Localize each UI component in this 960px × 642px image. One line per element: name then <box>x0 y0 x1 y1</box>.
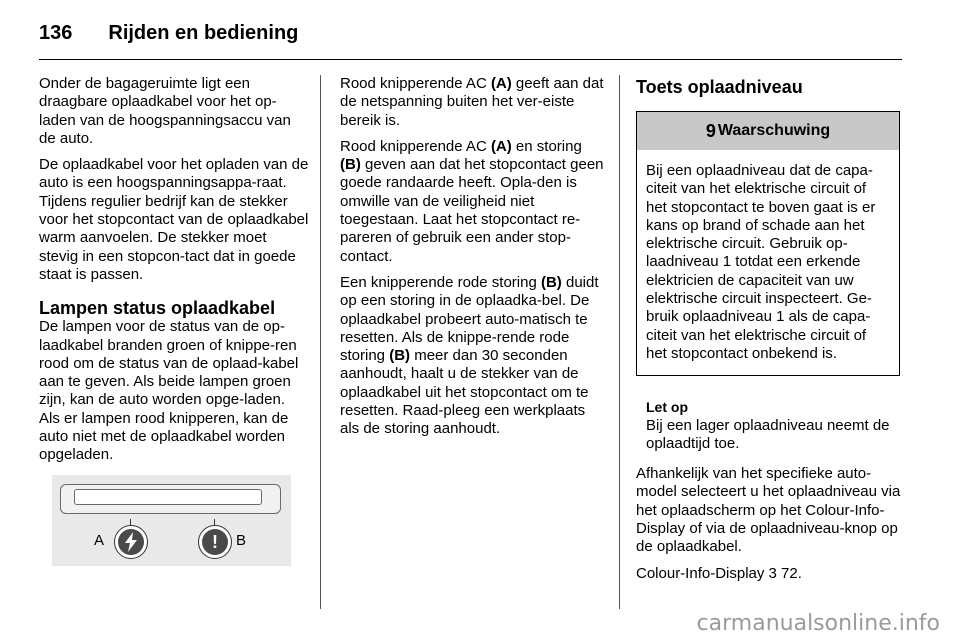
section-heading: Toets oplaadniveau <box>636 77 803 97</box>
warning-text: Bij een oplaadniveau dat de capa-citeit van het elektrische circuit of het stopcontact te boven gaat is er kans op brand of schade aan het elektrische circuit. Gebruik op-laadniveau 1 totdat een erkende elektricien de capaciteit van uw elektrische circuit inspecteert. Ge-bruik oplaadniveau 1 als de capa-citeit van het elektrische circuit of het stopcontact onbekend is. <box>646 162 876 362</box>
page-ref-symbol: 3 <box>768 564 777 582</box>
section-heading: Lampen status oplaadkabel <box>39 298 276 319</box>
paragraph: De lampen voor de status van de op-laadkabel branden groen of knippe-ren rood om de status van de oplaad-kabel aan te geven. Als beide lampen groen zijn, kan de auto worden opge-laden. Als er lampen rood knipperen, kan de auto niet met de oplaadkabel worden opgeladen. <box>39 318 299 464</box>
watermark: carmanualsonline.info <box>696 611 940 636</box>
lightning-icon <box>123 532 139 552</box>
warning-box <box>636 111 900 376</box>
exclamation-icon: ! <box>212 531 218 552</box>
display-window <box>74 489 262 505</box>
note-text: Bij een lager oplaadniveau neemt de oplaadtijd toe. <box>646 416 890 452</box>
warning-header <box>637 112 899 150</box>
paragraph: Colour-Info-Display 3 72. <box>636 564 802 582</box>
warning-title: Waarschuwing <box>717 121 831 139</box>
lamp-a-label: A <box>94 532 105 549</box>
column-2 <box>340 75 606 447</box>
warning-symbol: 9 <box>705 120 716 141</box>
lamp-b <box>198 525 232 559</box>
page-title: Rijden en bediening <box>108 21 299 44</box>
note <box>646 398 902 453</box>
lamp-b-label: B <box>236 532 247 549</box>
paragraph: Afhankelijk van het specifieke auto-model selecteert u het oplaadniveau via het oplaadscherm op het Colour-Info-Display of via de oplaadniveau-knop op de oplaadkabel. <box>636 465 901 556</box>
page-header <box>39 18 298 48</box>
column-divider <box>320 75 321 609</box>
paragraph: Een knipperende rode storing (B) duidt op een storing in de oplaadka-bel. De oplaadkabel probeert auto-matisch te resetten. Als de knippe-rende rode storing (B) meer dan 30 seconden aanhoudt, haalt u de stekker van de oplaadkabel uit het stopcontact om te resetten. Raad-pleeg een werkplaats als de storing aanhoudt. <box>340 273 599 438</box>
paragraph: Onder de bagageruimte ligt een draagbare oplaadkabel voor het op-laden van de hoogspanningsaccu van de auto. <box>39 75 291 147</box>
note-title: Let op <box>646 399 688 416</box>
charging-cable-status-figure <box>52 475 291 566</box>
paragraph: Rood knipperende AC (A) en storing (B) geven aan dat het stopcontact geen goede randaarde heeft. Opla-den is omwille van de veiligheid niet toegestaan. Laat het stopcontact re-pareren of gebruik een ander stop-contact. <box>340 137 604 265</box>
column-3 <box>636 75 902 591</box>
paragraph: Rood knipperende AC (A) geeft aan dat de netspanning buiten het ver-eiste bereik is. <box>340 75 604 129</box>
page-number: 136 <box>39 21 73 44</box>
column-1 <box>39 75 309 473</box>
lamp-a <box>114 525 148 559</box>
paragraph: De oplaadkabel voor het opladen van de auto is een hoogspanningsappa-raat. Tijdens regulier bedrijf kan de stekker voor het stopcontact van de oplaadkabel warm aanvoelen. De stekker moet stevig in een stopcon-tact dat in goede staat is passen. <box>39 156 309 283</box>
header-rule <box>39 59 902 60</box>
column-divider <box>619 75 620 609</box>
